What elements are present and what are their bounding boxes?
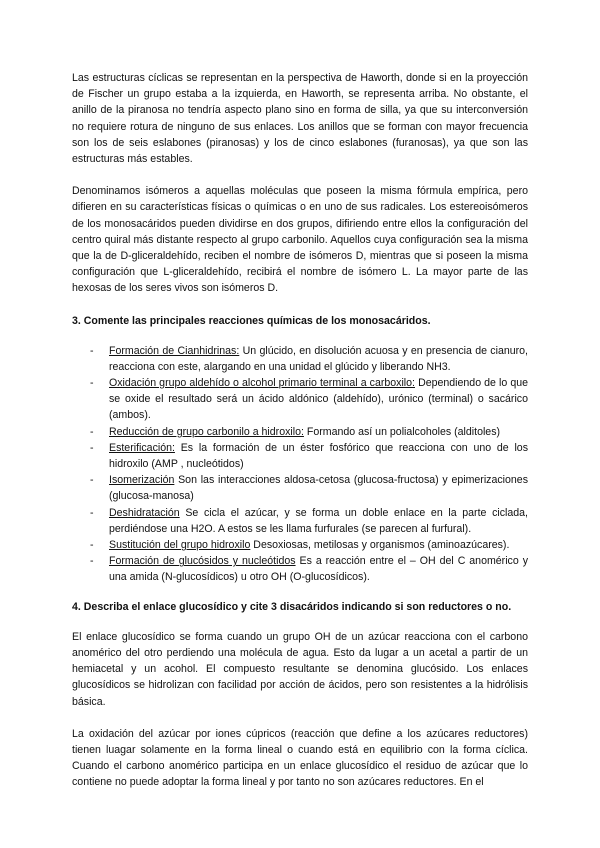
reaction-description: Es la formación de un éster fosfórico que reacciona con uno de los hidroxilo (AMP , nucleótidos) — [109, 441, 528, 471]
reaction-term: Formación de Cianhidrinas: — [109, 344, 240, 357]
reaction-description: Desoxiosas, metilosas y organismos (aminoazúcares). — [250, 539, 510, 552]
list-dash: - — [90, 344, 94, 357]
document-body — [72, 70, 528, 791]
list-dash: - — [90, 441, 94, 454]
reaction-term: Esterificación: — [109, 441, 175, 454]
reaction-description: Un glúcido, en disolución acuosa y en presencia de cianuro, reacciona con este, alargando en una unidad el glúcido y liberando NH3. — [109, 344, 528, 373]
list-item — [72, 343, 528, 375]
list-item — [72, 375, 528, 424]
list-dash: - — [90, 539, 94, 552]
list-item — [72, 424, 528, 440]
reaction-term: Formación de glucósidos y nucleótidos — [109, 555, 296, 568]
paragraph-haworth: Las estructuras cíclicas se representan en la perspectiva de Haworth, donde si en la proyección de Fischer un grupo estaba a la izquierda, en Haworth, se representa arriba. No obstante, el anillo de la piranosa no tendría aspecto plano sino en forma de silla, ya que su interconversión no requiere rotura de ninguno de sus enlaces. Los anillos que se forman con mayor frecuencia son los de seis eslabones (piranosas) y los de cinco eslabones (furanosas), ya que son las estructuras más estables. — [72, 72, 528, 166]
reaction-description: Son las interacciones aldosa-cetosa (glucosa-fructosa) y epimerizaciones (glucosa-manosa) — [109, 474, 528, 503]
reactions-list — [72, 343, 528, 586]
reaction-description: Formando así un polialcoholes (alditoles) — [303, 425, 501, 438]
list-item — [72, 472, 528, 504]
list-dash: - — [90, 506, 94, 519]
list-item — [72, 537, 528, 553]
reaction-term: Reducción de grupo carbonilo a hidroxilo: — [109, 425, 304, 438]
reaction-description: Se cicla el azúcar, y se forma un doble enlace en la parte ciclada, perdiéndose una H2O. A estos se les llama furfurales (se parecen al furfural). — [109, 506, 528, 535]
heading-question-4: 4. Describa el enlace glucosídico y cite 3 disacáridos indicando si son reductores o no. — [72, 600, 512, 613]
list-item — [72, 505, 528, 537]
heading-question-3: 3. Comente las principales reacciones químicas de los monosacáridos. — [72, 314, 431, 327]
reaction-description: Dependiendo de lo que se oxide el resultado será un ácido aldónico (aldehído), urónico (terminal) o sacárico (ambos). — [109, 377, 528, 422]
reaction-term: Deshidratación — [109, 506, 180, 519]
list-item — [72, 553, 528, 585]
paragraph-oxidation: La oxidación del azúcar por iones cúpricos (reacción que define a los azúcares reductores) tienen luagar solamente en la forma lineal o cuando está en equilibrio con la forma cíclica. Cuando el carbono anomérico participa en un enlace glucosídico el residuo de azúcar que lo contiene no puede adoptar la forma lineal y por tanto no son azúcares reductores. En el — [72, 727, 528, 789]
list-dash: - — [90, 474, 94, 487]
list-dash: - — [90, 425, 94, 438]
list-item — [72, 440, 528, 472]
reaction-description: Es a reacción entre el – OH del C anomérico y una amida (N-glucosídicos) u otro OH (O-glucosídicos). — [109, 555, 528, 584]
paragraph-glycosidic-bond: El enlace glucosídico se forma cuando un grupo OH de un azúcar reacciona con el carbono anomérico del otro perdiendo una molécula de agua. Esto da lugar a un acetal a partir de un hemiacetal y un acohol. El compuesto resultante se denomina glucósido. Los enlaces glucosídicos se hidrolizan con facilidad por acción de ácidos, pero son resistentes a la hidrólisis básica. — [72, 630, 528, 708]
reaction-term: Sustitución del grupo hidroxilo — [109, 539, 251, 552]
paragraph-isomers: Denominamos isómeros a aquellas moléculas que poseen la misma fórmula empírica, pero difieren en su características físicas o químicas o en uno de sus radicales. Los estereoisómeros de los monosacáridos pueden dividirse en dos grupos, difiriendo entre ellos la configuración del centro quiral más distante respecto al grupo carbonilo. Aquellos cuya configuración sea la misma que la de D-gliceraldehído, reciben el nombre de isómeros D, mientras que si poseen la misma configuración que L-gliceraldehído, recibirá el nombre de isómero L. La mayor parte de las hexosas de los seres vivos son isómeros D. — [72, 185, 528, 295]
list-dash: - — [90, 377, 94, 390]
reaction-term: Isomerización — [109, 474, 175, 487]
list-dash: - — [90, 555, 94, 568]
reaction-term: Oxidación grupo aldehído o alcohol primario terminal a carboxilo: — [109, 377, 415, 390]
